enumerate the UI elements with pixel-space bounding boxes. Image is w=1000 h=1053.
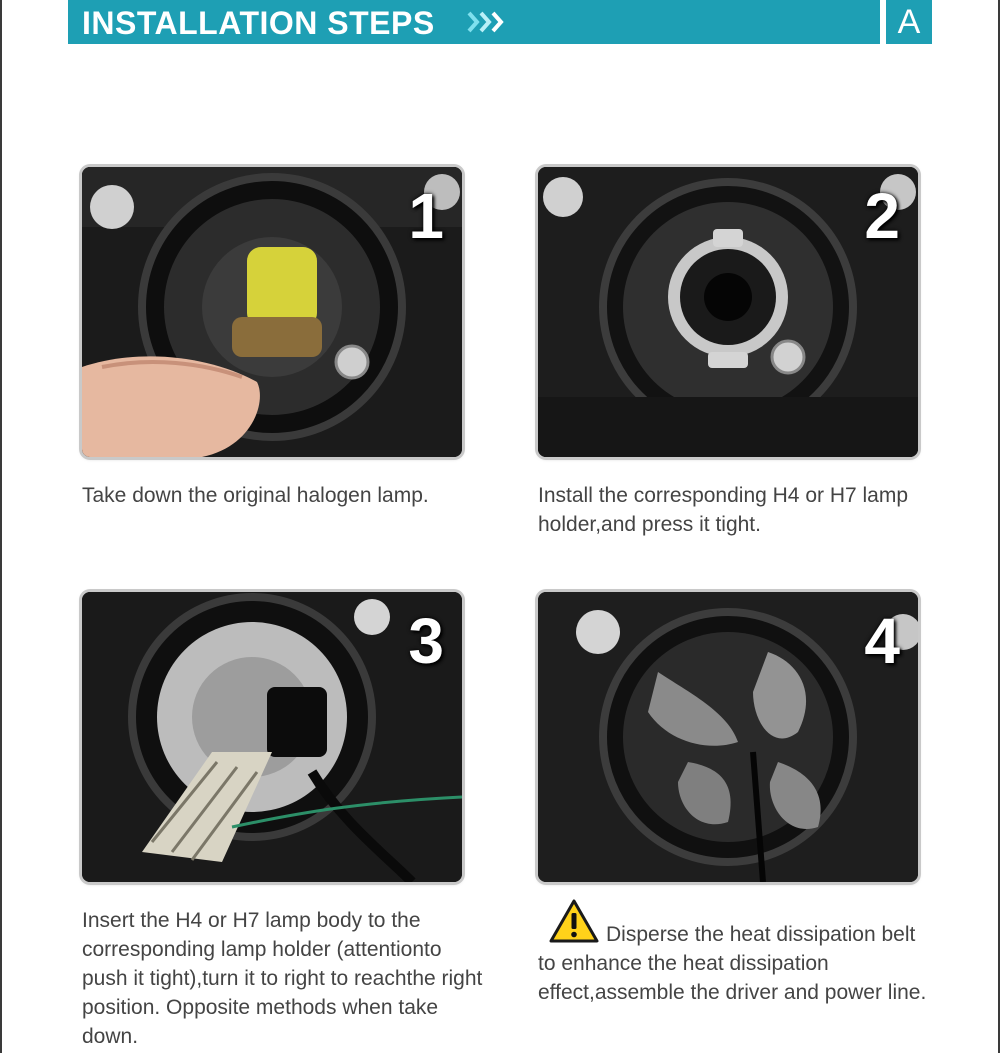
step-4-caption — [538, 920, 938, 1007]
double-chevron-right-icon — [466, 10, 506, 34]
step-2-number: 2 — [864, 180, 900, 252]
page-title: INSTALLATION STEPS — [82, 5, 435, 41]
step-4-caption-text: Disperse the heat dissipation belt to enhance the heat dissipation effect,assemble the driver and power line. — [538, 923, 927, 1004]
section-badge: A — [884, 0, 932, 44]
step-1-photo — [82, 167, 462, 457]
step-1-caption: Take down the original halogen lamp. — [82, 484, 429, 507]
step-2-caption: Install the corresponding H4 or H7 lamp holder,and press it tight. — [538, 484, 909, 536]
step-4-number: 4 — [864, 605, 900, 677]
page-border-left — [0, 0, 2, 1053]
step-3-photo — [82, 592, 462, 882]
step-2-photo — [538, 167, 918, 457]
step-3-caption: Insert the H4 or H7 lamp body to the corresponding lamp holder (attentionto push it tight),turn it to right to reachthe right position. Opposite methods when take down. — [82, 909, 483, 1048]
step-3-number: 3 — [408, 605, 444, 677]
header-banner — [68, 0, 880, 44]
step-4-photo — [538, 592, 918, 882]
step-1-number: 1 — [408, 180, 444, 252]
